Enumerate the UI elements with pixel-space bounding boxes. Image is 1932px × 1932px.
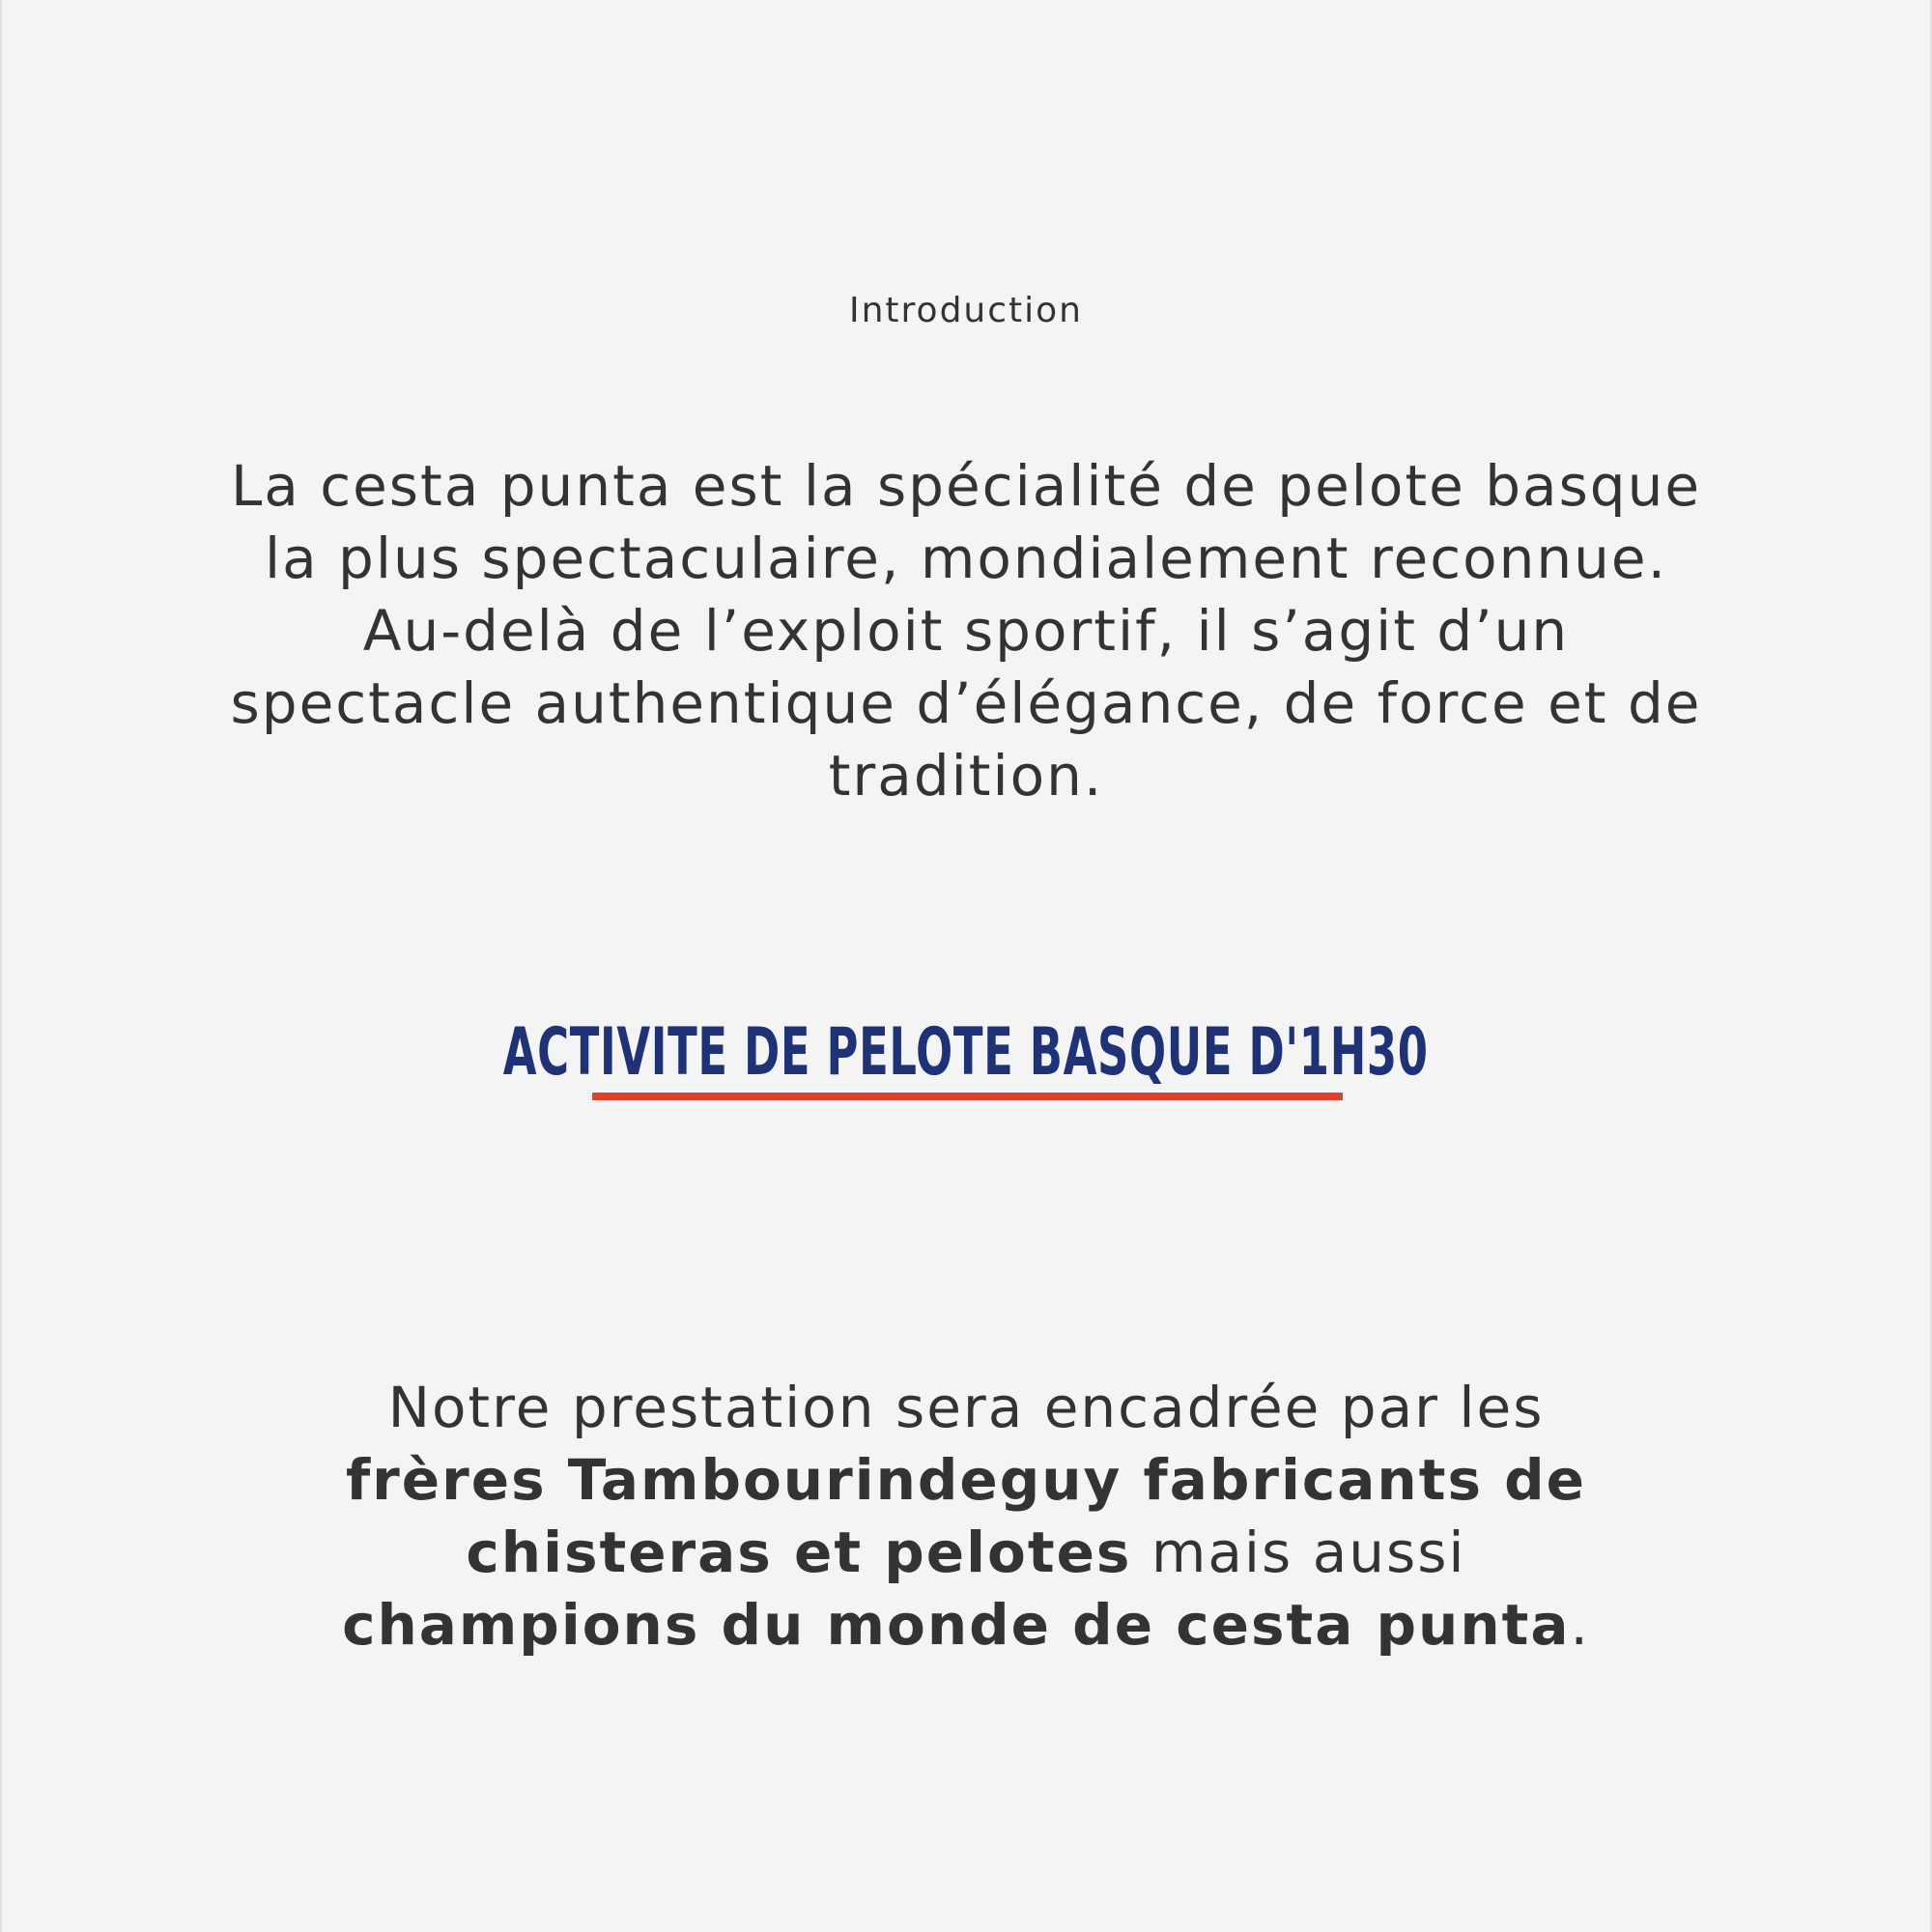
activity-heading-container	[0, 1014, 1932, 1092]
heading-underline	[592, 1093, 1343, 1100]
details-paragraph	[290, 1372, 1642, 1662]
intro-paragraph: La cesta punta est la spécialité de pelote basque la plus spectaculaire, mondialement reconnue. Au-delà de l’exploit sportif, il s’agit d’un spectacle authentique d’élégance, de force et de tradition.	[230, 453, 1702, 809]
details-bold-brothers: frères Tambourindeguy fabricants de chisteras et pelotes	[345, 1447, 1587, 1585]
details-bold-champions: champions du monde de cesta punta	[342, 1592, 1571, 1658]
details-text-3: .	[1570, 1592, 1590, 1658]
activity-heading: ACTIVITE DE PELOTE BASQUE D'1H30	[503, 1014, 1429, 1091]
details-text-2: mais aussi	[1131, 1520, 1466, 1585]
details-text-1: Notre prestation sera encadrée par les	[387, 1375, 1545, 1440]
section-label: Introduction	[848, 291, 1083, 330]
